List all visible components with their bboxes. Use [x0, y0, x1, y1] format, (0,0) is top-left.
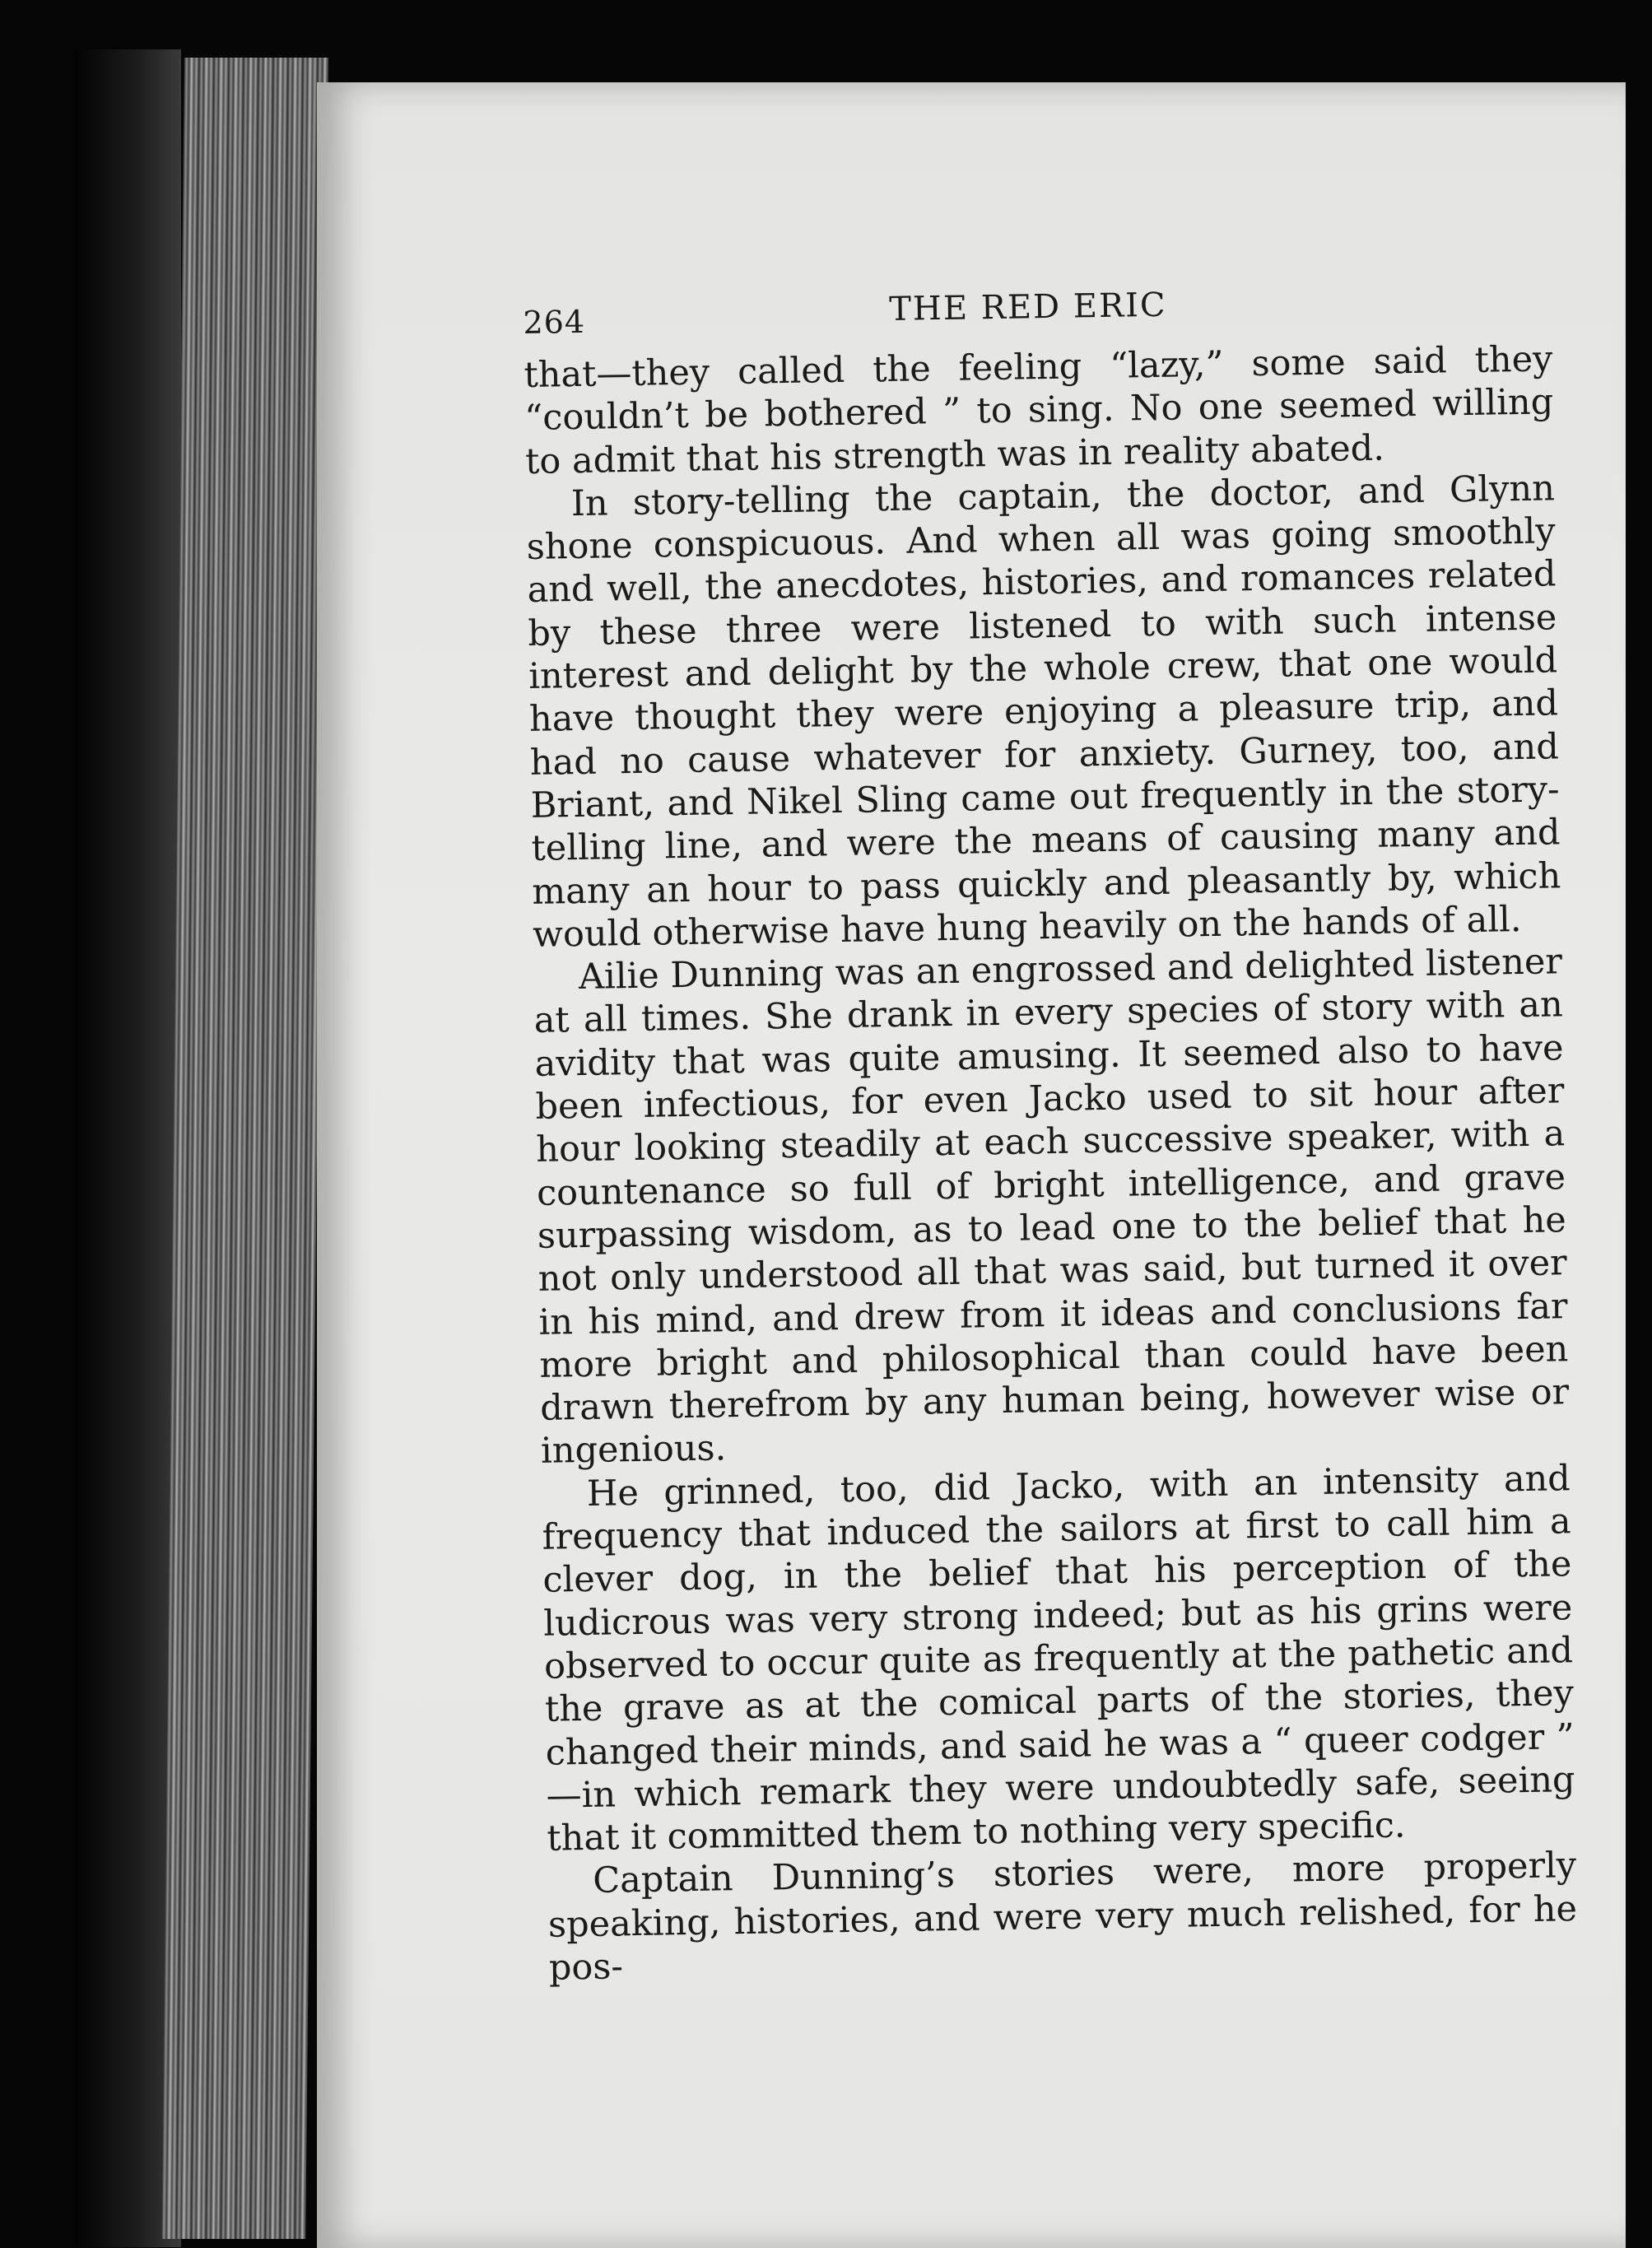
paragraph-1: that—they called the feeling “lazy,” some said they “couldn’t be bothered ” to sing. No one seemed willing to admit that his strength was in reality abated.: [524, 338, 1554, 482]
page-number: 264: [523, 303, 586, 341]
paragraph-4: He grinned, too, did Jacko, with an intensity and frequency that induced the sailors at first to call him a clever dog, in the belief that his perception of the ludicrous was very strong indeed; but as his grins were observed to occur quite as frequently at the pathetic and the grave as at the comical parts of the stories, they changed their minds, and said he was a “ queer codger ” —in which remark they were undoubtedly safe, seeing that it committed them to nothing very specific.: [542, 1457, 1575, 1859]
paragraph-3: Ailie Dunning was an engrossed and delighted listener at all times. She drank in every species of story with an avidity that was quite amusing. It seemed also to have been infectious, for even Jacko used to sit hour after hour looking steadily at each successive speaker, with a countenance so full of bright intelligence, and grave surpassing wisdom, as to lead one to the belief that he not only understood all that was said, but turned it over in his mind, and drew from it ideas and conclusions far more bright and philosophical than could have been drawn therefrom by any human being, however wise or ingenious.: [533, 941, 1570, 1473]
paragraph-5: Captain Dunning’s stories were, more properly speaking, histories, and were very much relished, for he pos-: [547, 1845, 1578, 1989]
running-title: THE RED ERIC: [888, 286, 1167, 329]
printed-page: [317, 82, 1626, 2248]
book-page-edges: [161, 58, 328, 2239]
text-block: [523, 280, 1578, 1990]
paragraph-2: In story-telling the captain, the doctor, and Glynn shone conspicuous. And when all was going smoothly and well, the anecdotes, histories, and romances related by these three were listened to with such intense interest and delight by the whole crew, that one would have thought they were enjoying a pleasure trip, and had no cause whatever for anxiety. Gurney, too, and Briant, and Nikel Sling came out frequently in the story-telling line, and were the means of causing many and many an hour to pass quickly and pleasantly by, which would otherwise have hung heavily on the hands of all.: [526, 468, 1561, 956]
